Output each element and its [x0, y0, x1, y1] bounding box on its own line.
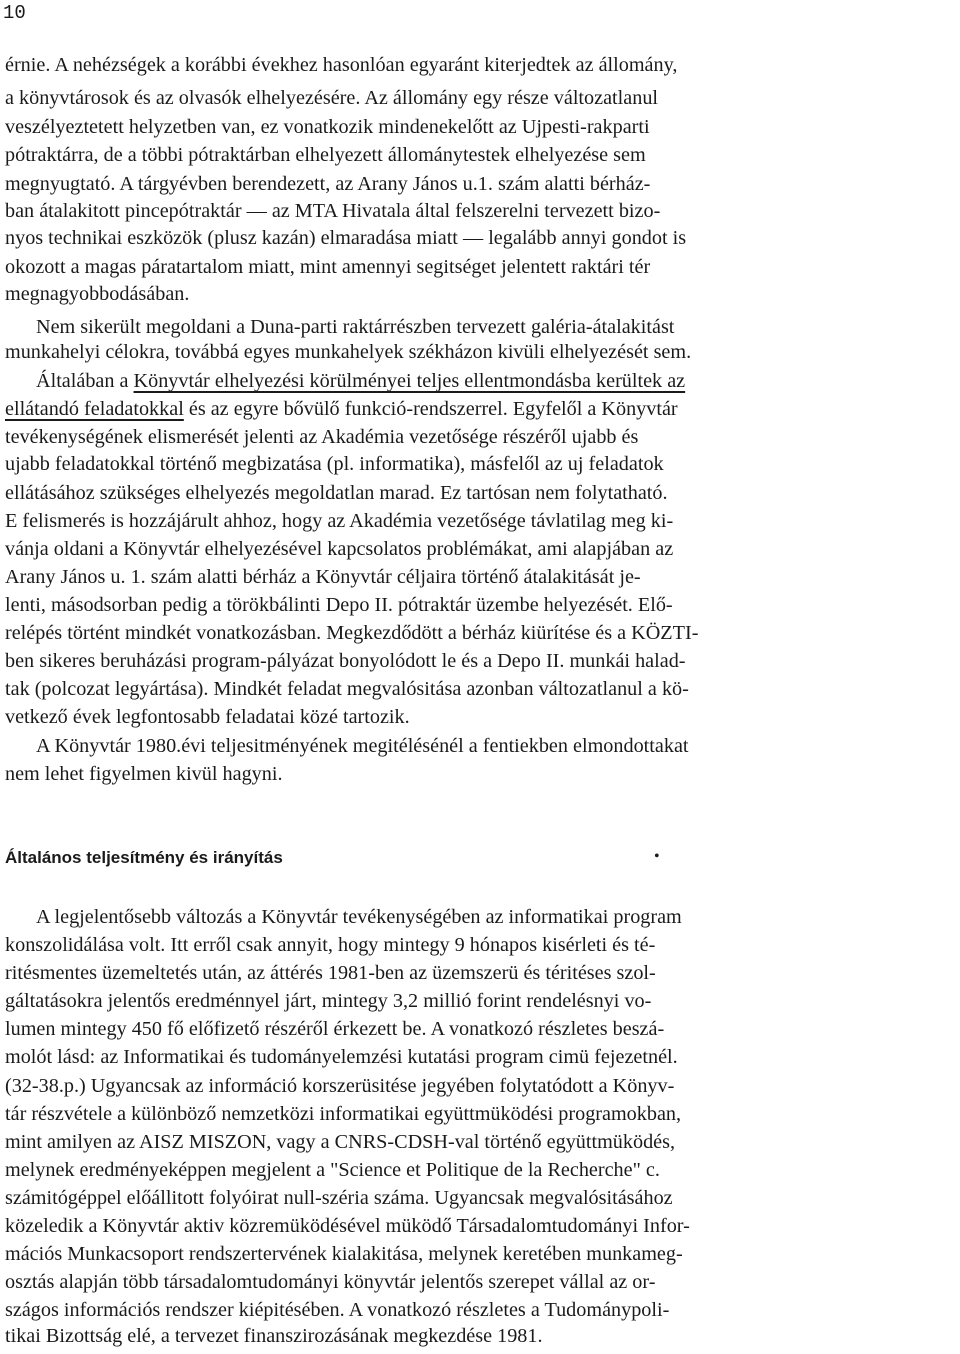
- text-line: gáltatásokra jelentős eredménnyel járt, mintegy 3,2 millió forint rendelésnyi vo-: [5, 990, 652, 1012]
- text-line: érnie. A nehézségek a korábbi évekhez hasonlóan egyaránt kiterjedtek az állomány,: [5, 54, 678, 76]
- text-line: vánja oldani a Könyvtár elhelyezésével kapcsolatos problémákat, ami alapjában az: [5, 538, 674, 560]
- page-number: 10: [3, 2, 26, 24]
- text-line: mációs Munkacsoport rendszertervének kialakitása, melynek keretében munkameg-: [5, 1243, 683, 1265]
- text-line: ellátásához szükséges elhelyezés megoldatlan marad. Ez tartósan nem folytatható.: [5, 482, 668, 504]
- text-line: közeledik a Könyvtár aktiv közremüködésével müködő Társadalomtudományi Infor-: [5, 1215, 690, 1237]
- text-line: pótraktárra, de a többi pótraktárban elhelyezett állománytestek elhelyezése sem: [5, 144, 646, 166]
- text-line: tár részvétele a különböző nemzetközi informatikai együttmüködési programokban,: [5, 1103, 682, 1125]
- text-line: konszolidálása volt. Itt erről csak annyit, hogy mintegy 9 hónapos kisérleti és té-: [5, 934, 656, 956]
- text-line: relépés történt mindkét vonatkozásban. Megkezdődött a bérház kiürítése és a KÖZTI-: [5, 622, 699, 644]
- text-line: számitógéppel előállitott folyóirat null-széria száma. Ugyancsak megvalósitásához: [5, 1187, 673, 1209]
- text-line: osztás alapján több társadalomtudományi könyvtár jelentős szerepet vállal az or-: [5, 1271, 656, 1293]
- text-line: molót lásd: az Informatikai és tudományelemzési kutatási program cimü fejezetnél.: [5, 1046, 678, 1068]
- text-line: ujabb feladatokkal történő megbizatása (pl. informatika), másfelől az uj feladatok: [5, 453, 664, 475]
- text-line: megnyugtató. A tárgyévben berendezett, az Arany János u.1. szám alatti bérház-: [5, 173, 651, 195]
- text-segment: Általában a: [36, 370, 134, 392]
- text-line: mint amilyen az AISZ MISZON, vagy a CNRS-CDSH-val történő együttmüködés,: [5, 1131, 676, 1153]
- text-line: tevékenységének elismerését jelenti az Akadémia vezetősége részéről ujabb és: [5, 426, 639, 448]
- text-line: nem lehet figyelmen kivül hagyni.: [5, 763, 283, 785]
- text-line: ban átalakitott pincepótraktár — az MTA Hivatala által felszerelni tervezett bizo-: [5, 200, 661, 222]
- text-line: tikai Bizottság elé, a tervezet finanszirozásának megkezdése 1981.: [5, 1325, 543, 1347]
- text-line: vetkező évek legfontosabb feladatai közé tartozik.: [5, 706, 410, 728]
- text-line: ben sikeres beruházási program-pályázat bonyolódott le és a Depo II. munkái halad-: [5, 650, 686, 672]
- text-line: munkahelyi célokra, továbbá egyes munkahelyek székházon kivüli elhelyezését sem.: [5, 341, 692, 363]
- text-line: lumen mintegy 450 fő előfizető részéről érkezett be. A vonatkozó részletes beszá-: [5, 1018, 665, 1040]
- text-line: szágos információs rendszer kiépitésében. A vonatkozó részletes a Tudománypoli-: [5, 1299, 670, 1321]
- text-line: okozott a magas páratartalom miatt, mint amennyi segitséget jelentett raktári tér: [5, 256, 651, 278]
- text-line: [36, 368, 685, 394]
- stray-mark: •: [654, 848, 660, 865]
- text-line: Nem sikerült megoldani a Duna-parti raktárrészben tervezett galéria-átalakitást: [36, 316, 675, 338]
- text-line: veszélyeztetett helyzetben van, ez vonatkozik mindenekelőtt az Ujpesti-rakparti: [5, 116, 650, 138]
- text-segment: és az egyre bővülő funkció-rendszerrel. Egyfelől a Könyvtár: [183, 398, 678, 420]
- text-line: megnagyobbodásában.: [5, 283, 190, 305]
- text-line: A Könyvtár 1980.évi teljesitményének megitélésénél a fentiekben elmondottakat: [36, 735, 689, 757]
- text-line: [5, 396, 678, 422]
- text-line: Arany János u. 1. szám alatti bérház a Könyvtár céljaira történő átalakitását je-: [5, 566, 641, 588]
- text-line: tak (polcozat legyártása). Mindkét feladat megvalósitása azonban változatlanul a kö-: [5, 678, 689, 700]
- text-line: lenti, másodsorban pedig a törökbálinti Depo II. pótraktár üzembe helyezését. Elő-: [5, 594, 673, 616]
- text-line: (32-38.p.) Ugyancsak az információ korszerüsitése jegyében folytatódott a Könyv-: [5, 1075, 675, 1097]
- text-line: ritésmentes üzemeltetés után, az áttérés 1981-ben az üzemszerü és téritéses szol-: [5, 962, 656, 984]
- text-line: melynek eredményeképpen megjelent a "Science et Politique de la Recherche" c.: [5, 1159, 660, 1181]
- section-heading: Általános teljesítmény és irányítás: [5, 848, 283, 867]
- underlined-text: ellátandó feladatokkal: [5, 398, 184, 420]
- underlined-text: Könyvtár elhelyezési körülményei teljes ellentmondásba kerültek az: [133, 370, 686, 392]
- text-line: E felismerés is hozzájárult ahhoz, hogy az Akadémia vezetősége távlatilag meg ki-: [5, 510, 674, 532]
- text-line: A legjelentősebb változás a Könyvtár tevékenységében az informatikai program: [36, 906, 682, 928]
- text-line: a könyvtárosok és az olvasók elhelyezésére. Az állomány egy része változatlanul: [5, 87, 659, 109]
- text-line: nyos technikai eszközök (plusz kazán) elmaradása miatt — legalább annyi gondot is: [5, 227, 687, 249]
